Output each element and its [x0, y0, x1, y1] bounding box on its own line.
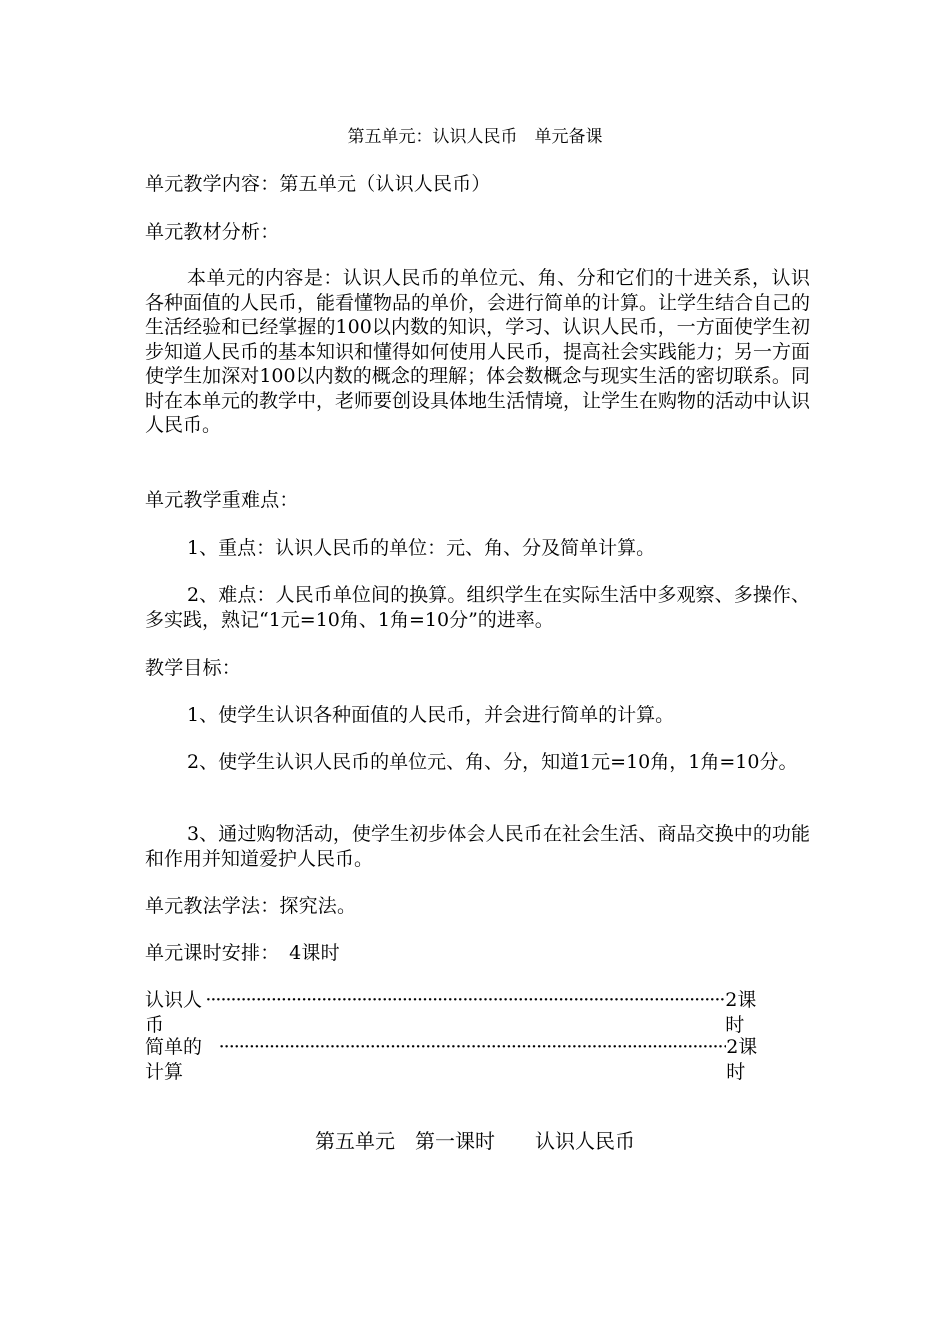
key-points-heading: 单元教学重难点：	[145, 489, 299, 511]
dot-leader	[205, 988, 725, 1013]
unit-plan-title: 第五单元：认识人民币 单元备课	[347, 127, 603, 147]
lesson-hours-line: 单元课时安排： 4课时	[145, 942, 340, 964]
goal-item: 3、通过购物活动，使学生初步体会人民币在社会生活、商品交换中的功能和作用并知道爱护人民币。	[145, 823, 810, 870]
teaching-goals-heading: 教学目标：	[145, 657, 242, 679]
textbook-analysis-paragraph: 本单元的内容是：认识人民币的单位元、角、分和它们的十进关系，认识各种面值的人民币，能看懂物品的单价，会进行简单的计算。让学生结合自己的生活经验和已经掌握的100以内数的知识，学习、认识人民币，一方面使学生初步知道人民币的基本知识和懂得如何使用人民币，提高社会实践能力；另一方面使学生加深对100以内数的概念的理解；体会数概念与现实生活的密切联系。同时在本单元的教学中，老师要创设具体地生活情境，让学生在购物的活动中认识人民币。	[145, 267, 811, 436]
difficult-point-item: 2、难点：人民币单位间的换算。组织学生在实际生活中多观察、多操作、多实践，熟记“1元=10角、1角=10分”的进率。	[145, 584, 810, 631]
dot-leader	[219, 1035, 727, 1060]
goal-item: 2、使学生认识人民币的单位元、角、分，知道1元=10角，1角=10分。	[187, 751, 798, 773]
schedule-row	[145, 1035, 765, 1085]
schedule-hours: 2课时	[725, 989, 757, 1036]
schedule-hours: 2课时	[726, 1036, 758, 1083]
key-point-item: 1、重点：认识人民币的单位：元、角、分及简单计算。	[187, 537, 656, 559]
goal-item: 1、使学生认识各种面值的人民币，并会进行简单的计算。	[187, 704, 675, 726]
textbook-analysis-heading: 单元教材分析：	[145, 221, 280, 243]
schedule-row	[145, 988, 765, 1038]
lesson-title: 第五单元 第一课时 认识人民币	[315, 1129, 635, 1153]
teaching-method-line: 单元教法学法：探究法。	[145, 895, 357, 917]
teaching-content-line: 单元教学内容：第五单元（认识人民币）	[145, 173, 491, 195]
schedule-topic: 简单的计算	[145, 1036, 203, 1083]
schedule-topic: 认识人币	[145, 989, 203, 1036]
